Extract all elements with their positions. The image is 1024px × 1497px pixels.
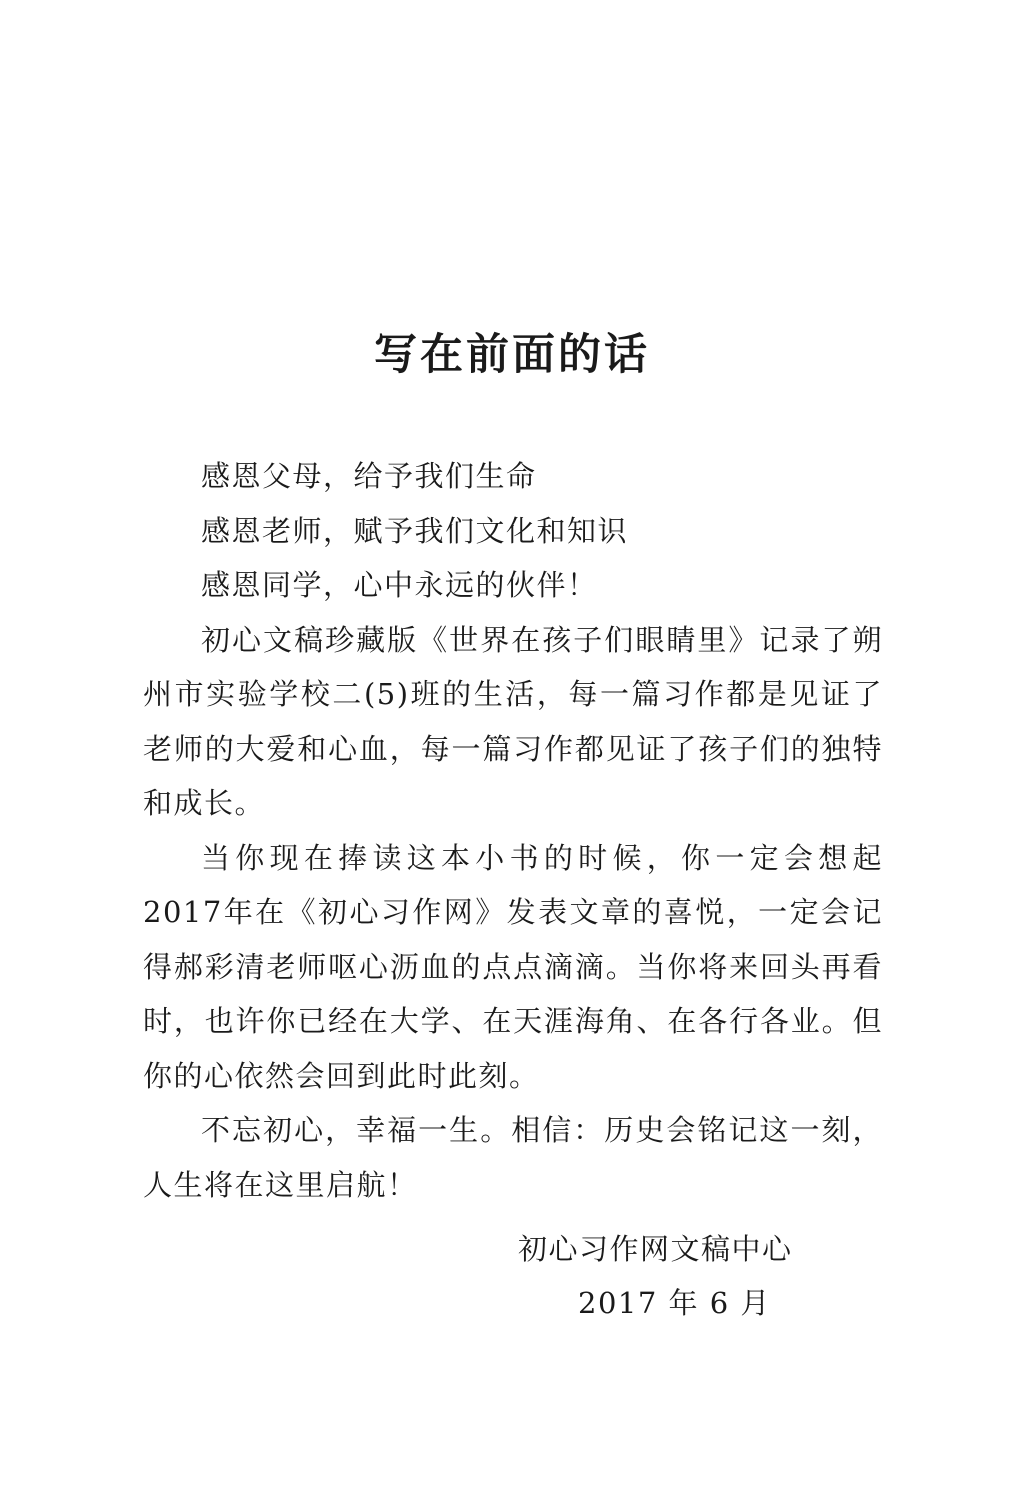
paragraph-5: 当你现在捧读这本小书的时候，你一定会想起2017年在《初心习作网》发表文章的喜悦，一定会记得郝彩清老师呕心沥血的点点滴滴。当你将来回头再看时，也许你已经在大学、在天涯海角、在各行各业。但你的心依然会回到此时此刻。	[143, 840, 883, 1093]
signature-organization-text: 初心习作网文稿中心	[518, 1232, 793, 1266]
paragraph-1: 感恩父母，给予我们生命	[201, 459, 537, 493]
paragraph-4: 初心文稿珍藏版《世界在孩子们眼睛里》记录了朔州市实验学校二(5)班的生活，每一篇习作都是见证了老师的大爱和心血，每一篇习作都见证了孩子们的独特和成长。	[143, 622, 883, 820]
body-text	[143, 449, 883, 1212]
paragraph-6: 不忘初心，幸福一生。相信：历史会铭记这一刻，人生将在这里启航！	[143, 1113, 883, 1202]
page-title: 写在前面的话	[374, 330, 650, 380]
paragraph-3: 感恩同学，心中永远的伙伴！	[201, 568, 598, 602]
signature-date-text: 2017 年 6 月	[578, 1286, 771, 1320]
paragraph-2: 感恩老师，赋予我们文化和知识	[201, 513, 629, 548]
